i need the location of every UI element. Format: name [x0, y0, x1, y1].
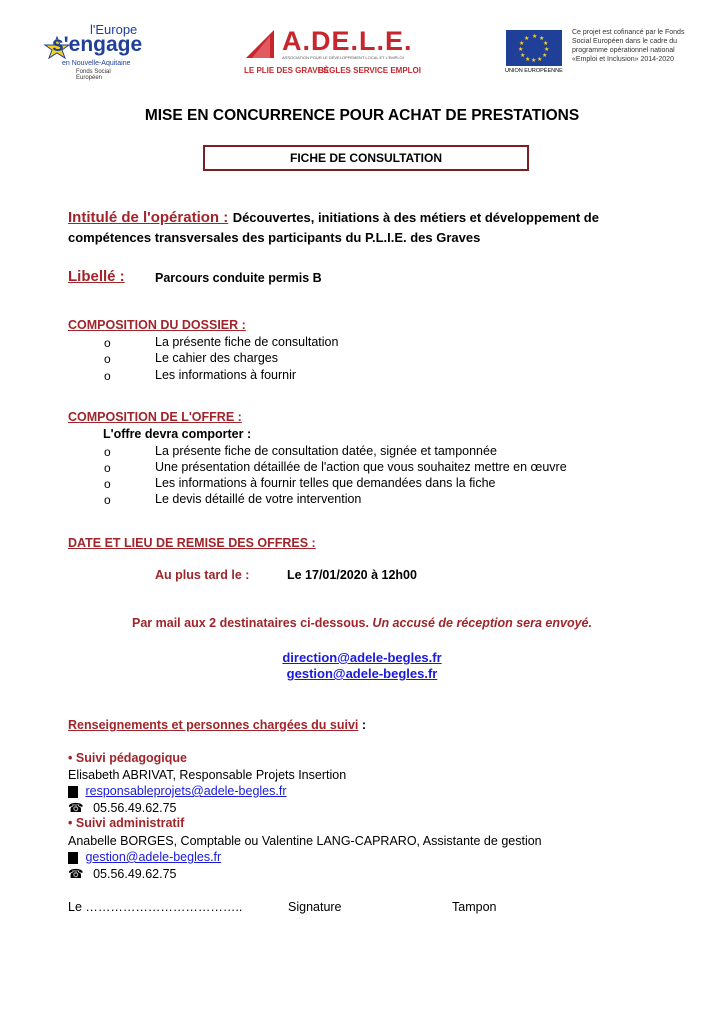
offre-heading: COMPOSITION DE L'OFFRE :	[68, 410, 242, 424]
email-direction-row	[0, 650, 724, 665]
operation-text-2: compétences transversales des participants du P.L.I.E. des Graves	[68, 230, 481, 245]
remise-heading: DATE ET LIEU DE REMISE DES OFFRES :	[68, 536, 316, 550]
bullet-icon: o	[104, 477, 111, 491]
admin-email-row	[68, 850, 221, 864]
computer-icon	[68, 786, 78, 798]
adele-sub-text: ASSOCIATION POUR LE DÉVELOPPEMENT LOCAL ET L'EMPLOI	[282, 55, 404, 60]
mail-note: Un accusé de réception sera envoyé.	[372, 616, 592, 630]
deadline-label: Au plus tard le :	[155, 568, 250, 582]
bullet-icon: o	[104, 461, 111, 475]
adele-logo	[244, 26, 421, 80]
svg-text:★: ★	[537, 56, 543, 63]
libelle-label: Libellé :	[68, 268, 125, 285]
mail-instruction	[0, 616, 724, 630]
footer-date: Le ………………………………..	[68, 900, 243, 914]
europe-logo	[40, 22, 143, 81]
bullet-icon: o	[104, 445, 111, 459]
eu-flag	[506, 30, 562, 66]
admin-title: Suivi administratif	[75, 816, 185, 830]
adele-name-text: A.DE.L.E.	[282, 26, 413, 56]
bullet-dot: •	[68, 816, 73, 830]
footer-signature: Signature	[288, 900, 342, 914]
europe-top-text: l'Europe	[90, 22, 138, 37]
europe-region-text: en Nouvelle-Aquitaine	[62, 60, 131, 67]
email-gestion-row	[0, 666, 724, 681]
europe-fund-text: Fonds Social Européen	[76, 69, 111, 81]
page-title: MISE EN CONCURRENCE POUR ACHAT DE PRESTATIONS	[144, 107, 580, 124]
admin-email-link[interactable]: gestion@adele-begles.fr	[85, 850, 222, 864]
fiche-box	[203, 145, 529, 171]
offre-item: Les informations à fournir telles que demandées dans la fiche	[155, 476, 496, 490]
phone-icon: ☎	[68, 867, 84, 881]
peda-email-link[interactable]: responsableprojets@adele-begles.fr	[85, 784, 287, 798]
svg-text:★: ★	[524, 35, 530, 42]
operation-label: Intitulé de l'opération :	[68, 209, 229, 226]
eu-stars-icon	[506, 30, 562, 66]
phone-icon: ☎	[68, 801, 84, 815]
svg-text:★: ★	[532, 33, 538, 40]
bullet-icon: o	[104, 369, 111, 383]
bullet-icon: o	[104, 352, 111, 366]
adele-plie-text: LE PLIE DES GRAVES	[244, 66, 329, 75]
dossier-item: Les informations à fournir	[155, 368, 297, 382]
admin-title-row	[68, 816, 184, 830]
admin-name: Anabelle BORGES, Comptable ou Valentine LANG-CAPRARO, Assistante de gestion	[68, 834, 542, 848]
svg-text:★: ★	[539, 35, 545, 42]
contacts-heading-row	[68, 718, 366, 732]
computer-icon	[68, 852, 78, 864]
peda-email-row	[68, 784, 287, 798]
eu-cofinance-text: Ce projet est cofinancé par le Fonds Social Européen dans le cadre du programme opérationnel national «Emploi et Inclusion» 2014-2020	[572, 29, 685, 63]
email-direction-link[interactable]: direction@adele-begles.fr	[282, 650, 442, 665]
peda-title-row	[68, 751, 187, 765]
europe-main-text: s'engage	[52, 33, 143, 56]
contacts-heading: Renseignements et personnes chargées du suivi	[68, 718, 359, 732]
operation-section	[68, 209, 688, 227]
dossier-heading: COMPOSITION DU DOSSIER :	[68, 318, 246, 332]
mail-text: Par mail aux 2 destinataires ci-dessous.	[132, 616, 369, 630]
bullet-icon: o	[104, 493, 111, 507]
operation-text-1: Découvertes, initiations à des métiers et développement de	[232, 210, 599, 225]
bullet-icon: o	[104, 336, 111, 350]
adele-sail-icon	[244, 28, 276, 60]
peda-name: Elisabeth ABRIVAT, Responsable Projets Insertion	[68, 768, 347, 782]
offre-item: La présente fiche de consultation datée, signée et tamponnée	[155, 444, 497, 458]
admin-phone: 05.56.49.62.75	[93, 867, 177, 881]
svg-text:★: ★	[518, 46, 524, 53]
svg-text:★: ★	[544, 46, 550, 53]
svg-text:★: ★	[543, 40, 549, 47]
offre-intro: L'offre devra comporter :	[103, 427, 252, 441]
adele-service-text: BÈGLES SERVICE EMPLOI	[318, 66, 421, 75]
svg-text:★: ★	[520, 52, 526, 59]
offre-item: Le devis détaillé de votre intervention	[155, 492, 362, 506]
peda-phone-row	[68, 800, 176, 815]
eu-label: UNION EUROPÉENNE	[505, 68, 563, 74]
svg-text:★: ★	[519, 40, 525, 47]
dossier-item: Le cahier des charges	[155, 351, 278, 365]
libelle-value: Parcours conduite permis B	[155, 271, 322, 285]
peda-title: Suivi pédagogique	[75, 751, 187, 765]
admin-phone-row	[68, 866, 176, 881]
svg-text:★: ★	[542, 52, 548, 59]
bullet-dot: •	[68, 751, 73, 765]
contacts-heading-colon: :	[361, 718, 367, 732]
dossier-item: La présente fiche de consultation	[155, 335, 339, 349]
offre-item: Une présentation détaillée de l'action que vous souhaitez mettre en œuvre	[155, 460, 567, 474]
deadline-value: Le 17/01/2020 à 12h00	[287, 568, 417, 582]
fiche-title: FICHE DE CONSULTATION	[290, 151, 442, 165]
svg-text:★: ★	[525, 56, 531, 63]
peda-phone: 05.56.49.62.75	[93, 801, 177, 815]
svg-text:★: ★	[531, 57, 537, 64]
footer-tampon: Tampon	[452, 900, 497, 914]
email-gestion-link[interactable]: gestion@adele-begles.fr	[286, 666, 438, 681]
